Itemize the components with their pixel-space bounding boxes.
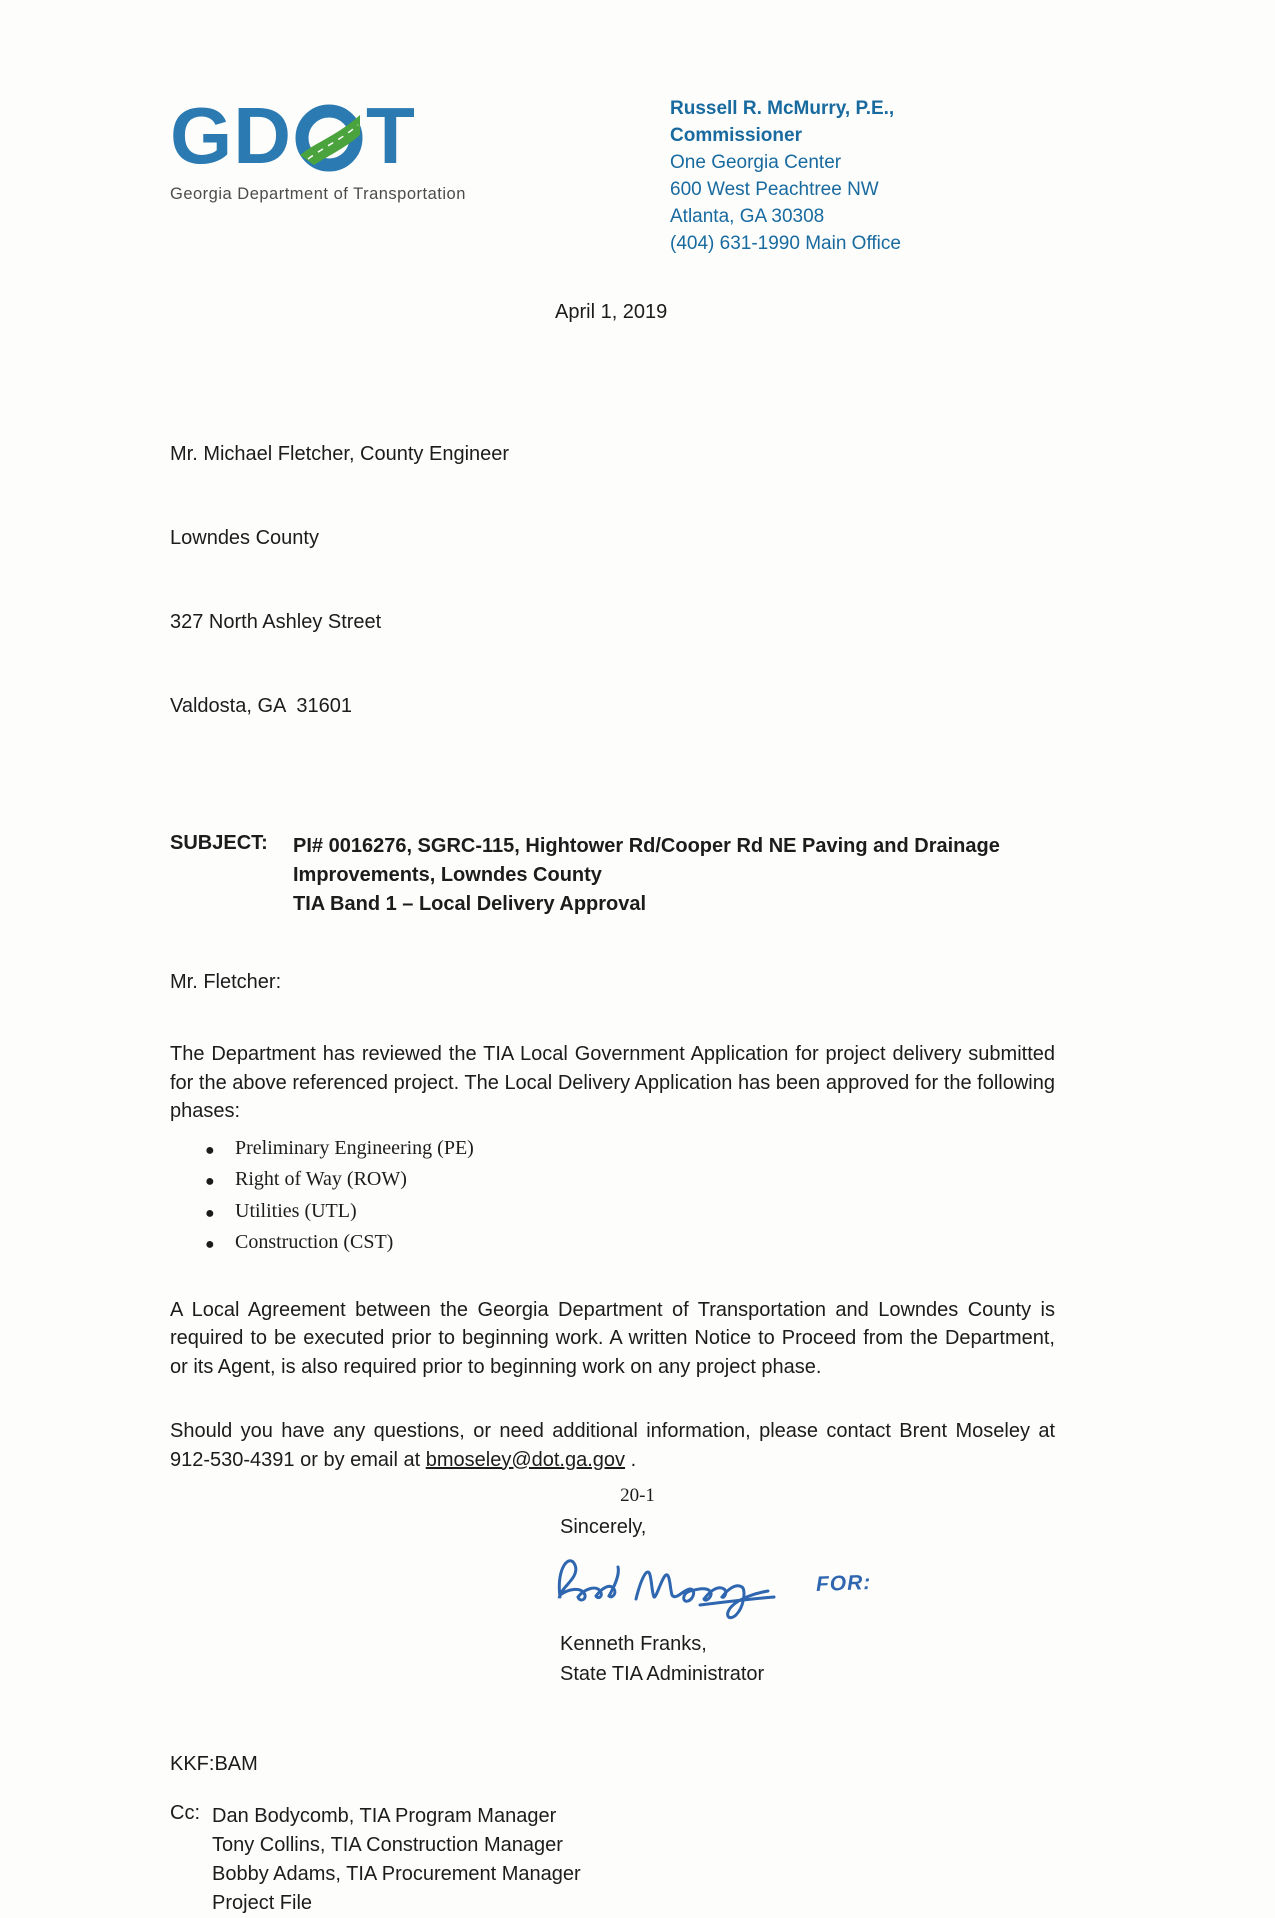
subject-line: Improvements, Lowndes County [293, 864, 602, 886]
list-item [205, 1134, 1055, 1166]
bullet-icon: ● [205, 1204, 215, 1222]
cc-line: Project File [212, 1892, 313, 1914]
bullet-text: Utilities (UTL) [235, 1199, 357, 1222]
signer-name: Kenneth Franks, [560, 1633, 707, 1655]
signer-block [560, 1629, 1055, 1689]
letterhead-line: Atlanta, GA 30308 [670, 206, 825, 227]
salutation: Mr. Fletcher: [170, 971, 282, 993]
body-paragraph-2: A Local Agreement between the Georgia Department of Transportation and Lowndes County is required to be executed prior to beginning work. A written Notice to Proceed from the Department, or its Agent, is also required prior to beginning work on any project phase. [170, 1298, 1055, 1378]
logo-letter-g: G [170, 91, 234, 180]
recipient-line: 327 North Ashley Street [170, 611, 382, 633]
letterhead-line: (404) 631-1990 Main Office [670, 233, 901, 254]
reference-initials: KKF:BAM [170, 1753, 258, 1775]
page-number: 20-1 [620, 1485, 655, 1506]
letter-date: April 1, 2019 [555, 301, 668, 323]
recipient-line: Valdosta, GA 31601 [170, 695, 352, 717]
letterhead-line: One Georgia Center [670, 152, 842, 173]
subject-line: TIA Band 1 – Local Delivery Approval [293, 893, 647, 915]
cc-list [212, 1802, 581, 1918]
letter-page [170, 91, 1055, 1918]
logo-caption: Georgia Department of Transportation [170, 185, 466, 203]
for-annotation: FOR: [815, 1571, 872, 1596]
subject-label: SUBJECT: [170, 832, 268, 854]
gdot-o-road-icon [294, 103, 364, 173]
cc-line: Tony Collins, TIA Construction Manager [212, 1834, 563, 1856]
closing-sincerely: Sincerely, [560, 1516, 647, 1538]
letterhead-line: 600 West Peachtree NW [670, 179, 879, 200]
body-paragraph-1: The Department has reviewed the TIA Local Government Application for project delivery submitted for the above referenced project. The Local Delivery Application has been approved for the following phases: [170, 1043, 1055, 1122]
commissioner-name: Russell R. McMurry, P.E., Commissioner [670, 98, 895, 146]
bullet-icon: ● [205, 1141, 215, 1159]
list-item [205, 1165, 1055, 1197]
bullet-icon: ● [205, 1236, 215, 1253]
recipient-line: Lowndes County [170, 527, 319, 549]
email-link[interactable]: bmoseley@dot.ga.gov [425, 1448, 626, 1471]
recipient-address [170, 384, 1055, 776]
letterhead-block [670, 95, 1005, 257]
paragraph-3-text: Should you have any questions, or need additional information, please contact Brent Moseley at 912-530-4391 or by email at [170, 1420, 1055, 1471]
logo-letter-t: T [366, 91, 416, 180]
cc-label: Cc: [170, 1802, 200, 1824]
cc-line: Bobby Adams, TIA Procurement Manager [212, 1863, 581, 1885]
list-item [205, 1197, 1055, 1229]
cc-line: Dan Bodycomb, TIA Program Manager [212, 1805, 557, 1827]
bullet-icon: ● [205, 1173, 215, 1190]
recipient-line: Mr. Michael Fletcher, County Engineer [170, 443, 510, 465]
letter-header [170, 91, 1055, 257]
logo-letter-d: D [233, 91, 293, 180]
body-paragraph-3 [170, 1417, 1055, 1474]
bullet-text: Preliminary Engineering (PE) [235, 1136, 474, 1159]
bullet-text: Right of Way (ROW) [235, 1168, 407, 1190]
signature-block [552, 1545, 1055, 1623]
phase-bullet-list [205, 1134, 1055, 1260]
subject-block [170, 832, 1055, 919]
gdot-logo [170, 91, 490, 204]
subject-text [293, 832, 1000, 919]
subject-line: PI# 0016276, SGRC-115, Hightower Rd/Cooper Rd NE Paving and Drainage [293, 835, 1000, 857]
handwritten-signature-icon [552, 1545, 802, 1623]
cc-block [170, 1802, 1055, 1918]
list-item [205, 1228, 1055, 1260]
signer-title: State TIA Administrator [560, 1663, 765, 1685]
bullet-text: Construction (CST) [235, 1231, 394, 1253]
gdot-logo-letters [170, 91, 490, 180]
paragraph-3-tail: . [625, 1448, 637, 1471]
